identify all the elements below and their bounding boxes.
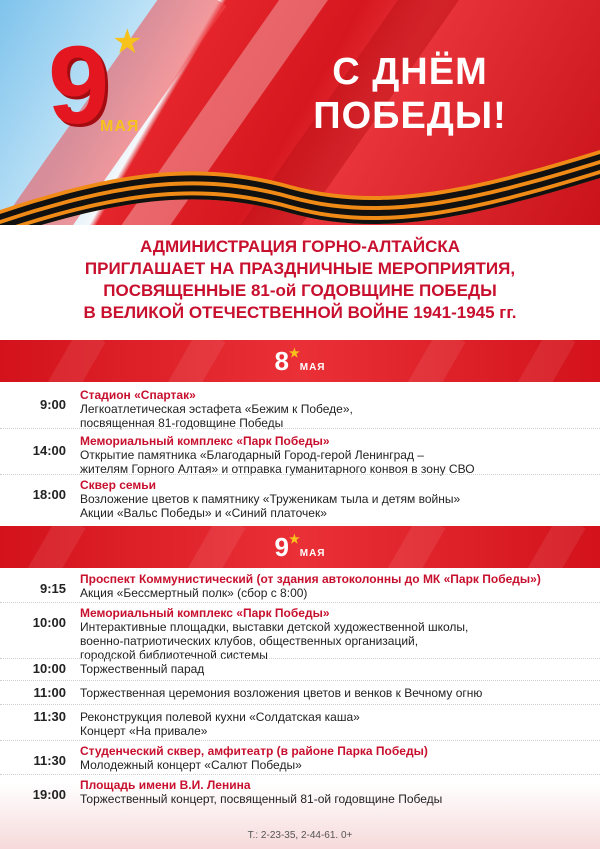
headline [290, 50, 530, 138]
event-desc: военно-патриотических клубов, общественных организаций, [80, 634, 419, 648]
event-body [80, 572, 590, 600]
invitation-line: АДМИНИСТРАЦИЯ ГОРНО-АЛТАЙСКА [139, 237, 461, 256]
event-place: Проспект Коммунистический (от здания автоколонны до МК «Парк Победы») [80, 572, 541, 586]
event-body [80, 606, 590, 662]
day-8-band [0, 340, 600, 382]
event-time: 19:00 [32, 787, 66, 802]
event-desc: Интерактивные площадки, выставки детской художественной школы, [80, 620, 469, 634]
day-8-month: МАЯ [299, 362, 326, 373]
event-body [80, 478, 590, 520]
day-8-label [0, 346, 600, 376]
footer-phones: Т.: 2-23-35, 2-44-61. 0+ [247, 830, 353, 841]
event-place: Стадион «Спартак» [80, 388, 196, 402]
invitation-line: ПОСВЯЩЕННЫЕ 81-ой ГОДОВЩИНЕ ПОБЕДЫ [103, 281, 497, 300]
event-time: 10:00 [32, 661, 66, 676]
event-body [80, 434, 590, 476]
event-desc: Торжественный концерт, посвященный 81-ой годовщине Победы [80, 792, 443, 806]
event-desc: Концерт «На привале» [80, 724, 208, 738]
event-body [80, 388, 590, 430]
st-george-ribbon-icon [0, 150, 600, 225]
event-time: 9:15 [39, 581, 66, 596]
event-desc: Торжественная церемония возложения цветов и венков к Вечному огню [80, 686, 483, 700]
event-time: 14:00 [32, 443, 66, 458]
event-place: Мемориальный комплекс «Парк Победы» [80, 606, 330, 620]
event-body [80, 778, 590, 806]
star-icon: ★ [112, 23, 143, 61]
event-time: 9:00 [39, 397, 66, 412]
event-desc: Возложение цветов к памятнику «Труженикам тыла и детям войны» [80, 492, 461, 506]
divider [0, 704, 600, 705]
header-banner [0, 0, 600, 225]
event-desc: Реконструкция полевой кухни «Солдатская каша» [80, 710, 360, 724]
event-time: 11:30 [33, 753, 66, 768]
event-time: 18:00 [32, 487, 66, 502]
event-desc: посвященная 81-годовщине Победы [80, 416, 284, 430]
divider [0, 774, 600, 775]
event-place: Студенческий сквер, амфитеатр (в районе Парка Победы) [80, 744, 428, 758]
divider [0, 474, 600, 475]
logo-number: 9 [48, 24, 110, 147]
event-place: Сквер семьи [80, 478, 157, 492]
divider [0, 680, 600, 681]
day-9-band [0, 526, 600, 568]
event-desc: Молодежный концерт «Салют Победы» [80, 758, 302, 772]
invitation-text [40, 236, 560, 324]
day-9-label [0, 532, 600, 562]
day-9-number: 9 [274, 532, 289, 562]
event-place: Мемориальный комплекс «Парк Победы» [80, 434, 330, 448]
event-desc: жителям Горного Алтая» и отправка гуманитарного конвоя в зону СВО [80, 462, 475, 476]
event-body [80, 662, 590, 676]
event-time: 11:30 [33, 709, 66, 724]
event-desc: Легкоатлетическая эстафета «Бежим к Победе», [80, 402, 353, 416]
event-desc: городской библиотечной системы [80, 648, 268, 662]
event-desc: Открытие памятника «Благодарный Город-герой Ленинград – [80, 448, 424, 462]
day-9-month: МАЯ [299, 548, 326, 559]
divider [0, 428, 600, 429]
logo-month: МАЯ [100, 118, 140, 135]
event-desc: Акции «Вальс Победы» и «Синий платочек» [80, 506, 327, 520]
event-place: Площадь имени В.И. Ленина [80, 778, 251, 792]
invitation-line: ПРИГЛАШАЕТ НА ПРАЗДНИЧНЫЕ МЕРОПРИЯТИЯ, [84, 259, 516, 278]
event-time: 11:00 [33, 685, 66, 700]
event-desc: Торжественный парад [80, 662, 205, 676]
day-8-number: 8 [274, 346, 289, 376]
headline-line-2: ПОБЕДЫ! [313, 95, 507, 137]
event-desc: Акция «Бессмертный полк» (сбор с 8:00) [80, 586, 308, 600]
divider [0, 658, 600, 659]
event-time: 10:00 [32, 615, 66, 630]
event-body [80, 686, 590, 700]
divider [0, 740, 600, 741]
event-body [80, 710, 590, 738]
divider [0, 602, 600, 603]
event-body [80, 744, 590, 772]
star-icon: ★ [288, 346, 300, 360]
star-icon: ★ [288, 532, 300, 546]
invitation-line: В ВЕЛИКОЙ ОТЕЧЕСТВЕННОЙ ВОЙНЕ 1941-1945 гг. [83, 303, 517, 322]
headline-line-1: С ДНЁМ [332, 51, 488, 93]
